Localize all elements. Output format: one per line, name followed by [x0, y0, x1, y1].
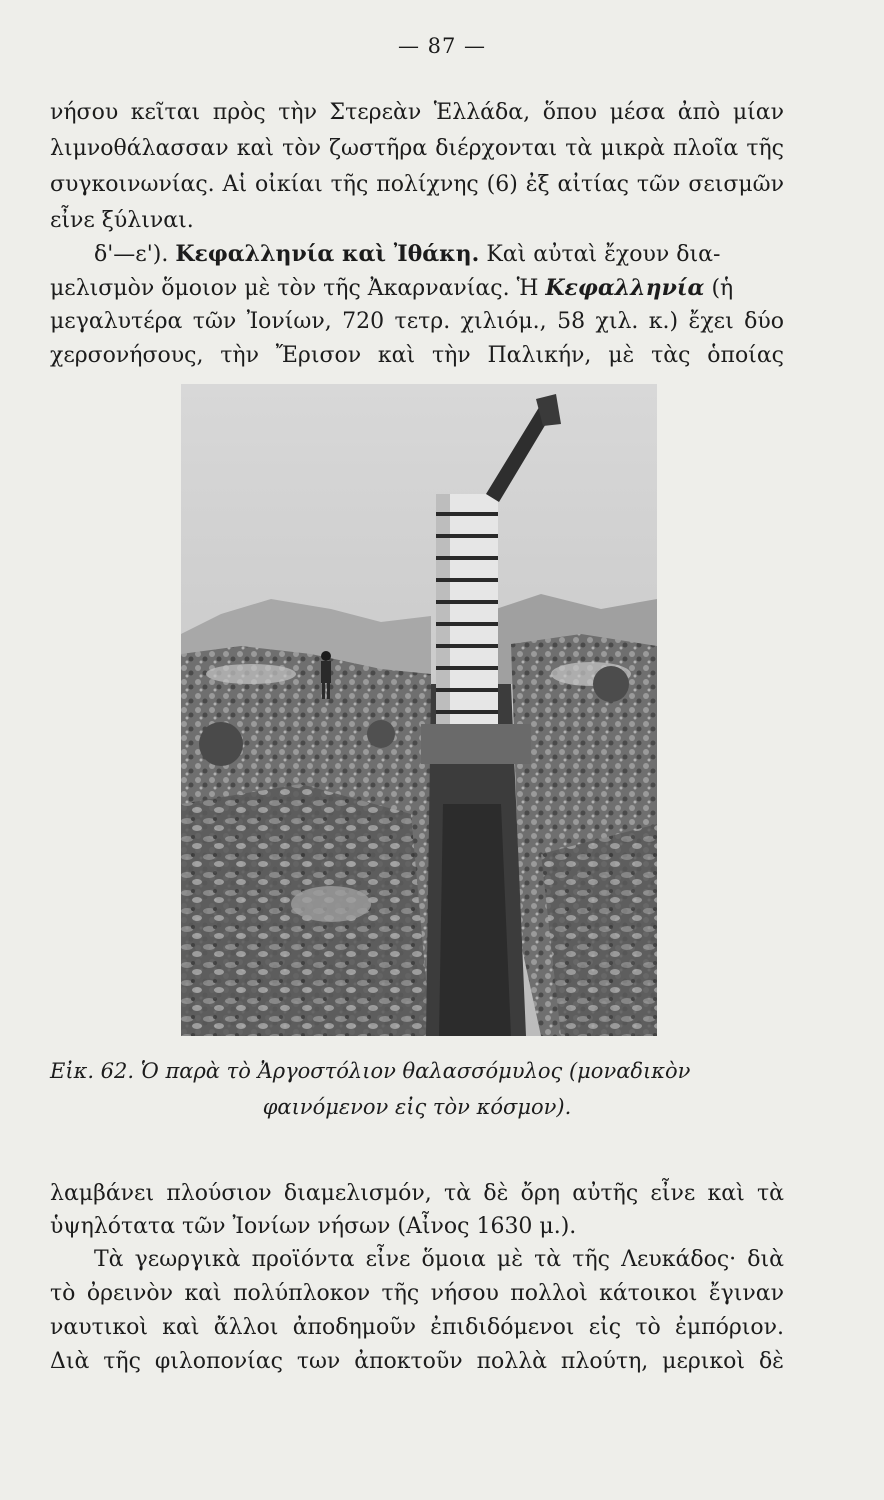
text-line: Τὰ γεωργικὰ προϊόντα εἶνε ὅμοια μὲ τὰ τῆς Λευκάδος· διὰ: [94, 1247, 784, 1272]
text-line: ὑψηλότατα τῶν Ἰονίων νήσων (Αἶνος 1630 μ.).: [50, 1214, 577, 1239]
section-prefix: δ'—ε').: [94, 242, 169, 267]
bold-italic-term: Κεφαλληνία: [545, 275, 705, 301]
text-line: εἶνε ξύλιναι.: [50, 208, 194, 233]
text-line: Διὰ τῆς φιλοπονίας των ἀποκτοῦν πολλὰ πλούτη, μερικοὶ δὲ: [50, 1349, 784, 1374]
text-line: χερσονήσους, τὴν Ἔρισον καὶ τὴν Παλικήν, μὲ τὰς ὁποίας: [50, 343, 784, 368]
text-line: λιμνοθάλασσαν καὶ τὸν ζωστῆρα διέρχονται τὰ μικρὰ πλοῖα τῆς: [50, 136, 784, 161]
text-line: λαμβάνει πλούσιον διαμελισμόν, τὰ δὲ ὄρη αὐτῆς εἶνε καὶ τὰ: [50, 1181, 784, 1206]
text-line: τὸ ὀρεινὸν καὶ πολύπλοκον τῆς νήσου πολλοὶ κάτοικοι ἔγιναν: [50, 1281, 784, 1306]
text-line: μεγαλυτέρα τῶν Ἰονίων, 720 τετρ. χιλιόμ., 58 χιλ. κ.) ἔχει δύο: [50, 309, 784, 334]
page-number: — 87 —: [397, 34, 487, 58]
text-fragment: (ἡ: [711, 276, 734, 301]
text-line: συγκοινωνίας. Αἱ οἰκίαι τῆς πολίχνης (6) ἐξ αἰτίας τῶν σεισμῶν: [50, 172, 784, 197]
text-line: ναυτικοὶ καὶ ἄλλοι ἀποδημοῦν ἐπιδιδόμενοι εἰς τὸ ἐμπόριον.: [50, 1315, 784, 1340]
section-heading: Κεφαλληνία καὶ Ἰθάκη.: [175, 241, 480, 267]
text-fragment: μελισμὸν ὅμοιον μὲ τὸν τῆς Ἀκαρνανίας. Ἡ: [50, 276, 539, 301]
figure-caption: φαινόμενον εἰς τὸν κόσμον).: [262, 1095, 572, 1119]
text-line: [50, 273, 784, 304]
text-line: νήσου κεῖται πρὸς τὴν Στερεὰν Ἑλλάδα, ὅπου μέσα ἀπὸ μίαν: [50, 100, 784, 125]
section-heading-line: [50, 239, 784, 270]
sea-mill-photo: [181, 384, 657, 1036]
figure-caption: Εἰκ. 62. Ὁ παρὰ τὸ Ἀργοστόλιον θαλασσόμυλος (μοναδικὸν: [50, 1059, 691, 1083]
text-fragment: Καὶ αὐταὶ ἔχουν δια-: [486, 242, 721, 267]
